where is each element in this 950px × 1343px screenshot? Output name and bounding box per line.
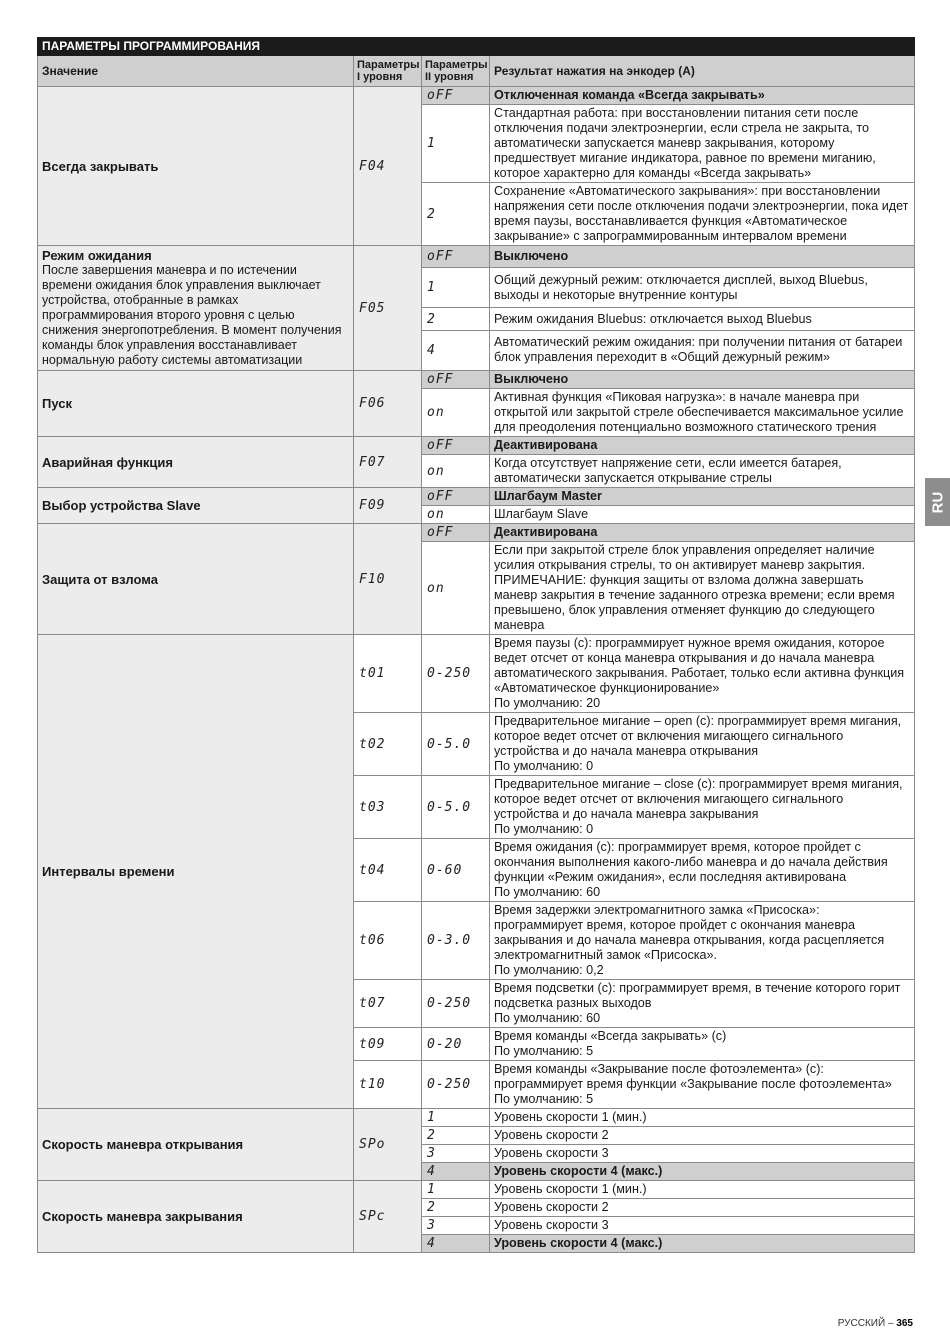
param1-code: t04 [359, 862, 386, 878]
result-default: По умолчанию: 0 [494, 759, 594, 773]
parameter-name: Скорость маневра открывания [42, 1137, 244, 1152]
result-default: По умолчанию: 60 [494, 1011, 601, 1025]
param2-cell [422, 980, 490, 1028]
result-text: Уровень скорости 3 [494, 1218, 609, 1232]
param1-code: t09 [359, 1036, 386, 1052]
result-cell [490, 1145, 915, 1163]
result-text: Время задержки электромагнитного замка «Присоска»: программирует время, которое пройдет с окончания маневра закрывания и до начала маневра открывания, когда расцепляется электромагнитный замок «Присоска». [494, 903, 885, 962]
result-default: По умолчанию: 20 [494, 696, 601, 710]
param1-code: F06 [359, 396, 386, 411]
result-cell [490, 389, 915, 437]
param2-code: 0-20 [427, 1036, 463, 1052]
param1-code: t06 [359, 933, 386, 948]
param1-code: t07 [359, 996, 386, 1011]
param2-code: 0-250 [427, 996, 472, 1011]
header-param1-line2: I уровня [357, 71, 403, 83]
result-cell [490, 1217, 915, 1235]
result-text: Общий дежурный режим: отключается дисплей, выход Bluebus, выходы и некоторые внутренние контуры [494, 272, 868, 302]
param2-code: 1 [427, 280, 436, 296]
param2-cell [422, 542, 490, 635]
header-result: Результат нажатия на энкодер (A) [490, 56, 915, 87]
result-cell [490, 839, 915, 902]
result-text: Сохранение «Автоматического закрывания»: при восстановлении напряжения сети после отключения подачи электроэнергии, пока идет время паузы, восстанавливается функция «Автоматическое закрывание» с запрограммированным интервалом времени [494, 184, 909, 243]
parameter-name: Выбор устройства Slave [42, 498, 201, 513]
param1-cell [354, 776, 422, 839]
param2-code: on [427, 405, 445, 420]
param1-cell [354, 1181, 422, 1253]
result-cell [490, 488, 915, 506]
result-cell [490, 542, 915, 635]
param2-code: 1 [427, 1110, 436, 1125]
result-cell [490, 980, 915, 1028]
param2-code: oFF [427, 438, 454, 453]
parameter-name-cell [38, 524, 354, 635]
result-text: Автоматический режим ожидания: при получении питания от батареи блок управления переходит в «Общий дежурный режим» [494, 335, 903, 365]
result-cell [490, 1235, 915, 1253]
param1-code: F04 [359, 158, 386, 174]
result-cell [490, 246, 915, 268]
header-value: Значение [38, 56, 354, 87]
result-text: Выключено [494, 249, 569, 264]
table-body [38, 87, 915, 1253]
table-row [38, 524, 915, 542]
result-default: По умолчанию: 0 [494, 822, 594, 836]
param2-code: 0-60 [427, 862, 463, 878]
param2-code: on [427, 507, 445, 522]
result-text: Если при закрытой стреле блок управления определяет наличие усилия открывания стрелы, то он активирует маневр закрытия. ПРИМЕЧАНИЕ: функция защиты от взлома должна завершать маневр закрытия в течение заданного отрезка времени; если время превышено, блок управления отменяет функцию до следующего маневра [494, 543, 895, 632]
result-text: Уровень скорости 4 (макс.) [494, 1236, 663, 1250]
param2-code: 0-5.0 [427, 799, 472, 815]
param2-code: oFF [427, 372, 454, 387]
result-text: Время команды «Всегда закрывать» (с) [494, 1029, 727, 1043]
table-row [38, 246, 915, 268]
result-cell [490, 506, 915, 524]
param2-code: 0-5.0 [427, 736, 472, 752]
result-text: Время ожидания (с): программирует время, которое пройдет с окончания выполнения какого-либо маневра и до начала действия функции «Режим ожидания», если последняя активирована [494, 840, 888, 884]
table-row [38, 1181, 915, 1199]
result-cell [490, 105, 915, 183]
param1-code: F07 [359, 454, 386, 470]
result-cell [490, 330, 915, 370]
param1-code: F09 [359, 498, 386, 513]
param1-code: SPo [359, 1137, 386, 1152]
param1-code: t03 [359, 799, 386, 815]
result-cell [490, 1028, 915, 1061]
parameter-description: После завершения маневра и по истечении времени ожидания блок управления выключает устройства, отобранные в рамках программирования второго уровня с целью снижения энергопотребления. В момент получения команды блок управления восстанавливает нормальную работу системы автоматизации [42, 263, 342, 367]
parameter-name-cell [38, 87, 354, 246]
result-text: Стандартная работа: при восстановлении питания сети после отключения подачи электроэнергии, если стрела не закрыта, то автоматически запускается маневр закрывания, которому предшествует мигание индикатора, равное по времени миганию, которое характерно для команды «Всегда закрывать» [494, 106, 876, 180]
result-default: По умолчанию: 60 [494, 885, 601, 899]
param2-cell [422, 635, 490, 713]
param1-cell [354, 713, 422, 776]
param2-cell [422, 1028, 490, 1061]
param2-cell [422, 488, 490, 506]
result-text: Деактивирована [494, 525, 598, 539]
param2-cell [422, 1109, 490, 1127]
param2-code: oFF [427, 249, 454, 265]
result-text: Предварительное мигание – open (с): программирует время мигания, которое ведет отсчет от включения мигающего сигнального устройства и до начала маневра открывания [494, 714, 902, 758]
parameter-name: Аварийная функция [42, 454, 174, 470]
param2-code: 3 [427, 1218, 436, 1233]
result-cell [490, 268, 915, 308]
result-cell [490, 524, 915, 542]
result-cell [490, 1163, 915, 1181]
param2-cell [422, 183, 490, 246]
result-text: Уровень скорости 2 [494, 1200, 609, 1214]
param1-cell [354, 488, 422, 524]
param2-code: 0-250 [427, 1077, 472, 1092]
param2-cell [422, 713, 490, 776]
param2-code: on [427, 580, 445, 596]
parameter-name: Интервалы времени [42, 864, 175, 879]
param2-code: 4 [427, 1236, 436, 1251]
param1-code: SPc [359, 1209, 386, 1224]
parameter-name: Всегда закрывать [42, 158, 159, 174]
parameter-name-cell [38, 488, 354, 524]
param2-cell [422, 330, 490, 370]
result-text: Уровень скорости 1 (мин.) [494, 1110, 647, 1124]
param1-code: F05 [359, 300, 386, 316]
param1-cell [354, 246, 422, 371]
param2-cell [422, 268, 490, 308]
param2-code: 1 [427, 136, 436, 151]
parameter-name-cell [38, 1109, 354, 1181]
result-text: Шлагбаум Slave [494, 507, 589, 521]
result-cell [490, 1181, 915, 1199]
param2-cell [422, 1235, 490, 1253]
result-text: Выключено [494, 372, 569, 386]
param2-cell [422, 1163, 490, 1181]
param2-code: 2 [427, 1200, 436, 1215]
result-cell [490, 437, 915, 455]
header-param1-line1: Параметры [357, 59, 420, 71]
parameter-name-cell [38, 371, 354, 437]
param2-code: oFF [427, 88, 454, 103]
param1-code: t10 [359, 1077, 386, 1092]
parameter-name-cell [38, 437, 354, 488]
param2-code: 2 [427, 311, 436, 327]
parameter-name: Защита от взлома [42, 571, 158, 587]
parameter-name: Скорость маневра закрывания [42, 1209, 243, 1224]
param2-code: 0-3.0 [427, 933, 472, 948]
table-row [38, 1109, 915, 1127]
header-param1 [354, 56, 422, 87]
result-text: Время паузы (с): программирует нужное время ожидания, которое ведет отсчет от конца маневра открывания и до начала маневра автоматического закрывания. Работает, только если активна функция «Автоматическое функционирование» [494, 636, 905, 695]
param2-cell [422, 524, 490, 542]
table-row [38, 437, 915, 455]
page-number: 365 [896, 1318, 913, 1329]
result-cell [490, 308, 915, 330]
param2-cell [422, 246, 490, 268]
param2-cell [422, 1199, 490, 1217]
param2-cell [422, 1217, 490, 1235]
result-cell [490, 635, 915, 713]
header-param2 [422, 56, 490, 87]
table-title: ПАРАМЕТРЫ ПРОГРАММИРОВАНИЯ [38, 38, 915, 56]
param1-code: t01 [359, 666, 386, 681]
parameter-name: Режим ожидания [42, 248, 152, 263]
parameters-table [37, 37, 915, 1253]
page-footer [838, 1318, 913, 1329]
param1-code: t02 [359, 736, 386, 752]
param1-code: F10 [359, 571, 386, 587]
param1-cell [354, 839, 422, 902]
result-text: Шлагбаум Master [494, 489, 602, 503]
param2-code: 4 [427, 342, 436, 358]
table-row [38, 635, 915, 713]
param1-cell [354, 1028, 422, 1061]
result-default: По умолчанию: 0,2 [494, 963, 604, 977]
result-text: Уровень скорости 1 (мин.) [494, 1182, 647, 1196]
parameter-name-cell [38, 246, 354, 371]
result-text: Уровень скорости 2 [494, 1128, 609, 1142]
param2-cell [422, 1145, 490, 1163]
param2-code: 4 [427, 1164, 436, 1179]
param2-cell [422, 1127, 490, 1145]
result-default: По умолчанию: 5 [494, 1044, 594, 1058]
result-cell [490, 776, 915, 839]
result-text: Предварительное мигание – close (с): программирует время мигания, которое ведет отсчет от включения мигающего сигнального устройства и до начала маневра закрывания [494, 777, 903, 821]
param1-cell [354, 524, 422, 635]
result-text: Когда отсутствует напряжение сети, если имеется батарея, автоматически запускается открывание стрелы [494, 456, 842, 485]
result-cell [490, 455, 915, 488]
result-text: Активная функция «Пиковая нагрузка»: в начале маневра при открытой или закрытой стреле обеспечивается максимальное усилие для преодоления потенциально возможного статического трения [494, 390, 904, 434]
param2-cell [422, 308, 490, 330]
param2-code: 0-250 [427, 666, 472, 681]
result-text: Уровень скорости 4 (макс.) [494, 1164, 663, 1178]
param2-cell [422, 105, 490, 183]
language-tab [925, 478, 950, 526]
param2-cell [422, 87, 490, 105]
param2-cell [422, 455, 490, 488]
parameter-name: Пуск [42, 396, 72, 411]
header-param2-line2: II уровня [425, 71, 474, 83]
result-cell [490, 1199, 915, 1217]
result-text: Отключенная команда «Всегда закрывать» [494, 88, 765, 102]
footer-separator: – [885, 1318, 897, 1329]
param2-cell [422, 776, 490, 839]
param1-cell [354, 87, 422, 246]
result-cell [490, 1127, 915, 1145]
result-cell [490, 371, 915, 389]
param1-cell [354, 1109, 422, 1181]
language-tab-label: RU [928, 491, 946, 513]
footer-language: РУССКИЙ [837, 1318, 886, 1329]
table-row [38, 87, 915, 105]
param1-cell [354, 437, 422, 488]
param2-code: 2 [427, 1128, 436, 1143]
parameter-name-cell [38, 1181, 354, 1253]
parameter-name-cell [38, 635, 354, 1109]
result-text: Время команды «Закрывание после фотоэлемента» (с): программирует время функции «Закрывание после фотоэлемента» [494, 1062, 892, 1091]
param1-cell [354, 902, 422, 980]
param2-code: 2 [427, 206, 436, 222]
result-cell [490, 1109, 915, 1127]
header-param2-line1: Параметры [425, 59, 488, 71]
param2-cell [422, 371, 490, 389]
param1-cell [354, 1061, 422, 1109]
result-text: Уровень скорости 3 [494, 1146, 609, 1160]
param2-cell [422, 389, 490, 437]
param1-cell [354, 635, 422, 713]
result-text: Деактивирована [494, 438, 598, 452]
param1-cell [354, 980, 422, 1028]
param2-cell [422, 506, 490, 524]
result-text: Время подсветки (с): программирует время, в течение которого горит подсветка разных выходов [494, 981, 901, 1010]
param2-code: 1 [427, 1182, 436, 1197]
result-cell [490, 183, 915, 246]
table-row [38, 488, 915, 506]
result-cell [490, 87, 915, 105]
param2-cell [422, 437, 490, 455]
result-cell [490, 902, 915, 980]
param1-cell [354, 371, 422, 437]
result-default: По умолчанию: 5 [494, 1092, 594, 1106]
param2-cell [422, 902, 490, 980]
param2-code: 3 [427, 1146, 436, 1161]
table-row [38, 371, 915, 389]
param2-cell [422, 1061, 490, 1109]
param2-code: oFF [427, 489, 454, 504]
result-text: Режим ожидания Bluebus: отключается выход Bluebus [494, 311, 812, 326]
param2-cell [422, 839, 490, 902]
result-cell [490, 1061, 915, 1109]
param2-code: oFF [427, 525, 454, 540]
param2-cell [422, 1181, 490, 1199]
param2-code: on [427, 463, 445, 479]
result-cell [490, 713, 915, 776]
